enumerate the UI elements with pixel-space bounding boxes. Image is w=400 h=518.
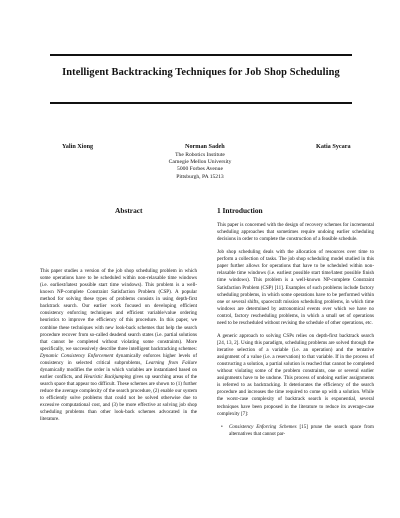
intro-paragraph: A generic approach to solving CSPs relies on depth-first backtrack search [24, 13, 2]. Using this paradigm, scheduling problems are solved through the iterative selection of a variable (i.e. an operation) and the tentative assignment of a value (i.e. a reservation) to that variable. If in the process of constructing a solution, a partial solution is reached that cannot be completed without violating some of the problem constraints, one or several earlier assignments have to be undone. This process of undoing earlier assignments is referred to as backtracking. It deteriorates the efficiency of the search procedure and increases the time required to come up with a solution. While the worst-case complexity of backtrack search is exponential, several techniques have been proposed in the literature to reduce its average-case complexity [7]: <box>217 332 374 417</box>
author-name: Yalin Xiong <box>62 143 94 150</box>
affiliation-line: Pittsburgh, PA 15213 <box>176 173 224 180</box>
abstract-emphasis: Heuristic Backjumping <box>83 373 132 380</box>
section-heading: 1 Introduction <box>217 206 263 215</box>
author-name: Katia Sycara <box>316 143 351 150</box>
abstract-heading: Abstract <box>115 206 143 215</box>
list-item-emphasis: Consistency Enforcing Schemes <box>229 423 297 430</box>
abstract-text: dynamically modifies the order in which variables are instantiated based on earlier conflicts, and <box>40 366 197 380</box>
abstract-emphasis: Learning from Failure <box>145 359 197 366</box>
title-rule-bottom <box>50 102 352 104</box>
affiliation-line: Carnegie Mellon University <box>168 159 232 166</box>
abstract-column <box>40 268 197 429</box>
abstract-emphasis: Dynamic Consistency Enforcement <box>40 352 114 359</box>
list-item-rest: [15] prune the search space from alternatives that cannot par- <box>229 423 374 437</box>
paper-title: Intelligent Backtracking Techniques for Job Shop Scheduling <box>62 67 340 78</box>
abstract-paragraph <box>40 268 197 423</box>
list-item-text <box>229 424 374 438</box>
abstract-text: dynamically enforces higher levels of consistency in selected critical subproblems, <box>40 352 198 366</box>
affiliation-block <box>130 152 270 181</box>
introduction-column <box>217 222 374 438</box>
affiliation-line: The Robotics Institute <box>175 152 225 158</box>
intro-paragraph: Job shop scheduling deals with the allocation of resources over time to perform a collection of tasks. The job shop scheduling model studied in this paper further allows for operations that have to be scheduled within non-relaxable time windows (i.e. earliest possible start time/latest possible finish time windows). This problem is a well-known NP-complete Constraint Satisfaction Problem (CSP) [11]. Examples of such problems include factory scheduling problems, in which some operations have to be performed within one or several shifts, spacecraft mission scheduling problems, in which time windows are determined by astronomical events over which we have no control, factory rescheduling problems, in which a small set of operations need to be rescheduled without revising the schedule of other operations, etc. <box>217 249 374 326</box>
author-name: Norman Sadeh <box>185 143 225 150</box>
affiliation-line: 5000 Forbes Avenue <box>177 166 223 173</box>
abstract-text: gives up searching areas of the search space that appear too difficult. These schemes are shown to (1) further reduce the average complexity of the search procedure, (2) enable our system to efficiently solve problems that could not be solved otherwise due to excessive computational cost, and (3) be more effective at solving job shop scheduling problems than other look-back schemes advocated in the literature. <box>40 373 197 423</box>
abstract-text: This paper studies a version of the job shop scheduling problem in which some operations have to be scheduled within non-relaxable time windows (i.e. earliest/latest possible start time windows). This problem is a well-known NP-complete Constraint Satisfaction Problem (CSP). A popular method for solving these types of problems consists in using depth-first backtrack search. Our earlier work focused on developing efficient consistency enforcing techniques and efficient variable/value ordering heuristics to improve the efficiency of this procedure. In this paper, we combine these techniques with new look-back schemes that help the search procedure recover from so-called deadend search states (i.e. partial solutions that cannot be completed without violating some constraints). More specifically, we successively describe three intelligent backtracking schemes: <box>40 268 197 352</box>
list-item <box>217 424 374 438</box>
bullet-icon: • <box>221 424 223 430</box>
intro-paragraph: This paper is concerned with the design of recovery schemes for incremental scheduling approaches that sometimes require undoing earlier scheduling decisions in order to complete the construction of a feasible schedule. <box>217 222 374 243</box>
title-rule-top <box>50 54 352 56</box>
